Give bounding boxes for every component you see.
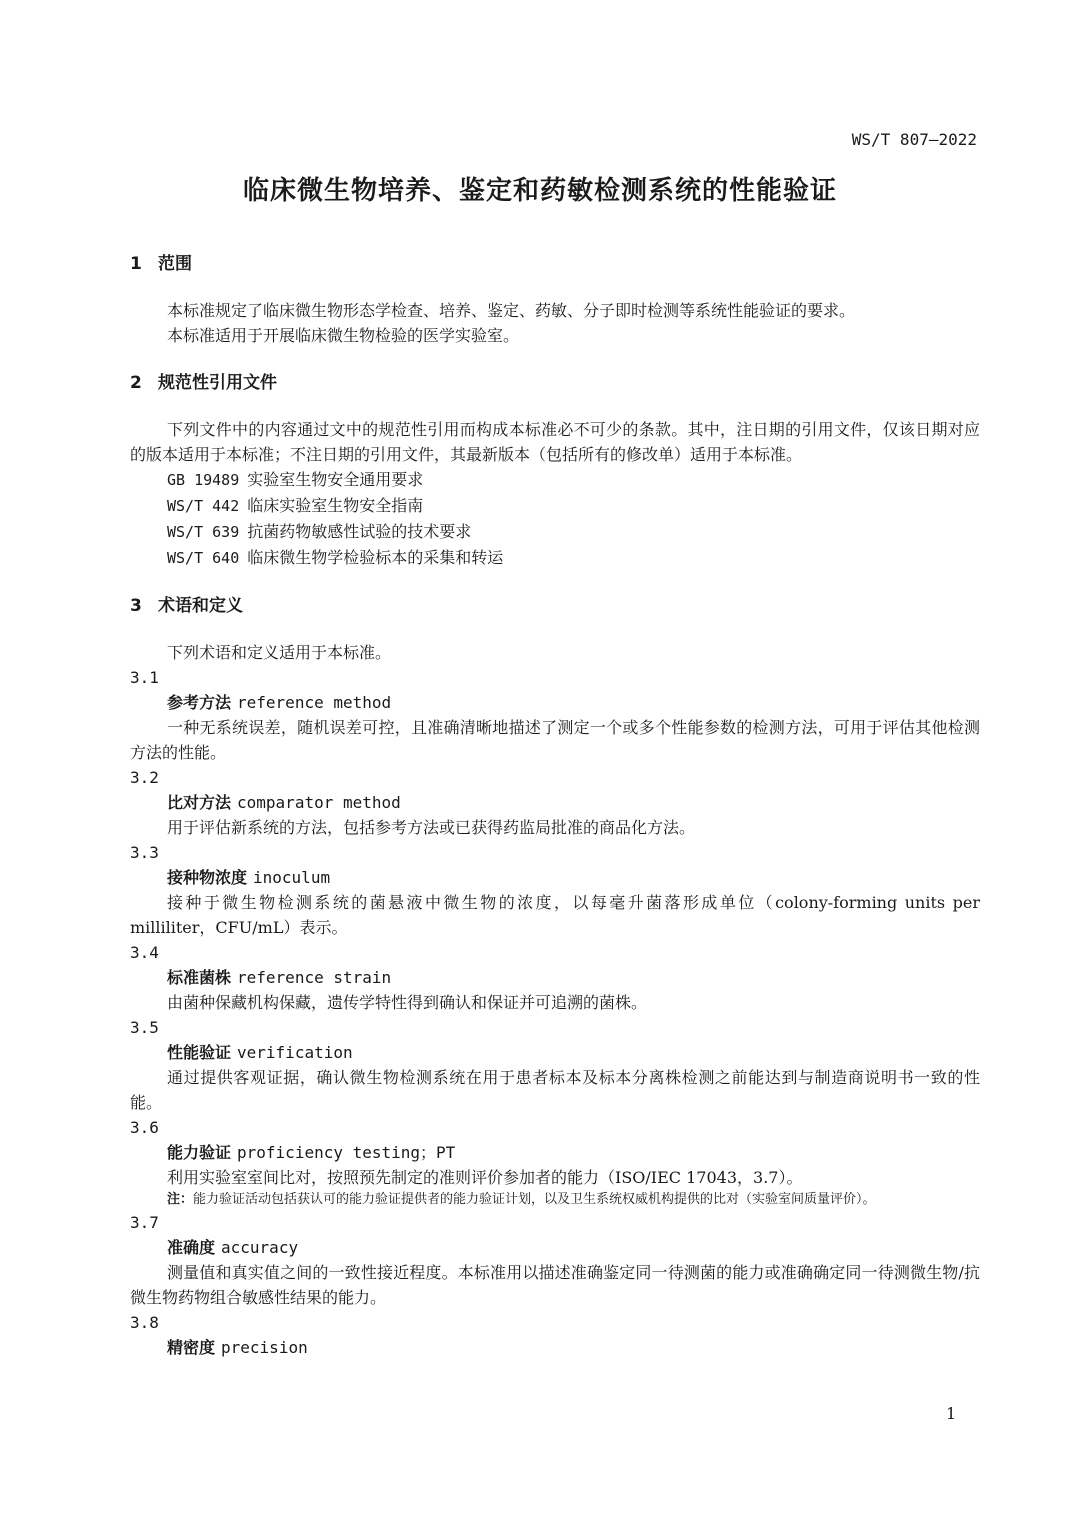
term-definition: 由菌种保藏机构保藏，遗传学特性得到确认和保证并可追溯的菌株。	[167, 993, 648, 1012]
term-definition: 通过提供客观证据，确认微生物检测系统在用于患者标本及标本分离株检测之前能达到与制造商说明书一致的性能。	[130, 1068, 980, 1112]
term-name	[130, 690, 980, 715]
term-name-en: reference strain	[237, 968, 392, 987]
note-label: 注：	[167, 1192, 194, 1207]
section-title: 术语和定义	[158, 596, 243, 616]
term-name-zh: 参考方法	[167, 693, 232, 712]
reference-title: 临床微生物学检验标本的采集和转运	[247, 548, 504, 567]
term-name-en: precision	[221, 1338, 308, 1357]
section-heading-normative-references	[130, 369, 980, 397]
reference-code: WS/T 442	[167, 497, 240, 515]
paragraph: 下列文件中的内容通过文中的规范性引用而构成本标准必不可少的条款。其中，注日期的引用文件，仅该日期对应的版本适用于本标准；不注日期的引用文件，其最新版本（包括所有的修改单）适用于本标准。	[130, 420, 980, 464]
term-name	[130, 1140, 980, 1165]
term-name-zh: 标准菌株	[167, 968, 232, 987]
reference-code: WS/T 640	[167, 549, 240, 567]
term-definition: 测量值和真实值之间的一致性接近程度。本标准用以描述准确鉴定同一待测菌的能力或准确确定同一待测微生物/抗微生物药物组合敏感性结果的能力。	[130, 1263, 980, 1307]
term-name-en: comparator method	[237, 793, 401, 812]
reference-title: 抗菌药物敏感性试验的技术要求	[247, 522, 472, 541]
paragraph: 本标准适用于开展临床微生物检验的医学实验室。	[167, 326, 520, 345]
term-number: 3.6	[130, 1118, 159, 1137]
term-name-zh: 接种物浓度	[167, 868, 248, 887]
term-name	[130, 865, 980, 890]
reference-code: WS/T 639	[167, 523, 240, 541]
term-name	[130, 965, 980, 990]
term-name-en: reference method	[237, 693, 392, 712]
reference-item	[130, 493, 980, 519]
reference-item	[130, 519, 980, 545]
paragraph: 下列术语和定义适用于本标准。	[167, 643, 392, 662]
section-heading-scope	[130, 250, 980, 278]
term-number: 3.1	[130, 668, 159, 687]
term-name	[130, 1335, 980, 1360]
paragraph: 本标准规定了临床微生物形态学检查、培养、鉴定、药敏、分子即时检测等系统性能验证的要求。	[167, 301, 856, 320]
term-note	[130, 1190, 980, 1210]
term-definition: 接种于微生物检测系统的菌悬液中微生物的浓度，以每毫升菌落形成单位（colony-forming units per milliliter，CFU/mL）表示。	[130, 893, 980, 937]
term-name-en: inoculum	[253, 868, 331, 887]
reference-title: 实验室生物安全通用要求	[247, 470, 424, 489]
section-heading-terms	[130, 592, 980, 620]
reference-code: GB 19489	[167, 471, 240, 489]
term-number: 3.4	[130, 943, 159, 962]
term-definition: 一种无系统误差，随机误差可控，且准确清晰地描述了测定一个或多个性能参数的检测方法，可用于评估其他检测方法的性能。	[130, 718, 980, 762]
term-number: 3.3	[130, 843, 159, 862]
term-name-zh: 比对方法	[167, 793, 232, 812]
reference-list	[130, 467, 980, 571]
section-number: 1	[130, 254, 142, 274]
term-list	[130, 665, 980, 1360]
term-name	[130, 1235, 980, 1260]
section-number: 3	[130, 596, 142, 616]
reference-item	[130, 467, 980, 493]
document-title: 临床微生物培养、鉴定和药敏检测系统的性能验证	[242, 176, 837, 206]
term-name	[130, 1040, 980, 1065]
reference-title: 临床实验室生物安全指南	[247, 496, 424, 515]
term-name-zh: 性能验证	[167, 1043, 232, 1062]
term-number: 3.5	[130, 1018, 159, 1037]
section-title: 规范性引用文件	[158, 373, 277, 393]
standard-code: WS/T 807—2022	[851, 130, 977, 149]
term-name-en: proficiency testing；PT	[237, 1143, 456, 1162]
section-title: 范围	[158, 254, 192, 274]
term-number: 3.7	[130, 1213, 159, 1232]
term-name-zh: 能力验证	[167, 1143, 232, 1162]
term-name-en: verification	[237, 1043, 353, 1062]
document-body	[130, 250, 980, 1360]
section-number: 2	[130, 373, 142, 393]
term-number: 3.8	[130, 1313, 159, 1332]
term-name	[130, 790, 980, 815]
term-name-zh: 准确度	[167, 1238, 216, 1257]
term-definition: 利用实验室室间比对，按照预先制定的准则评价参加者的能力（ISO/IEC 17043，3.7）。	[167, 1168, 803, 1187]
term-number: 3.2	[130, 768, 159, 787]
reference-item	[130, 545, 980, 571]
term-definition: 用于评估新系统的方法，包括参考方法或已获得药监局批准的商品化方法。	[167, 818, 696, 837]
term-name-zh: 精密度	[167, 1338, 216, 1357]
page-number: 1	[946, 1404, 957, 1423]
note-text: 能力验证活动包括获认可的能力验证提供者的能力验证计划，以及卫生系统权威机构提供的比对（实验室间质量评价）。	[193, 1192, 876, 1207]
term-name-en: accuracy	[221, 1238, 299, 1257]
